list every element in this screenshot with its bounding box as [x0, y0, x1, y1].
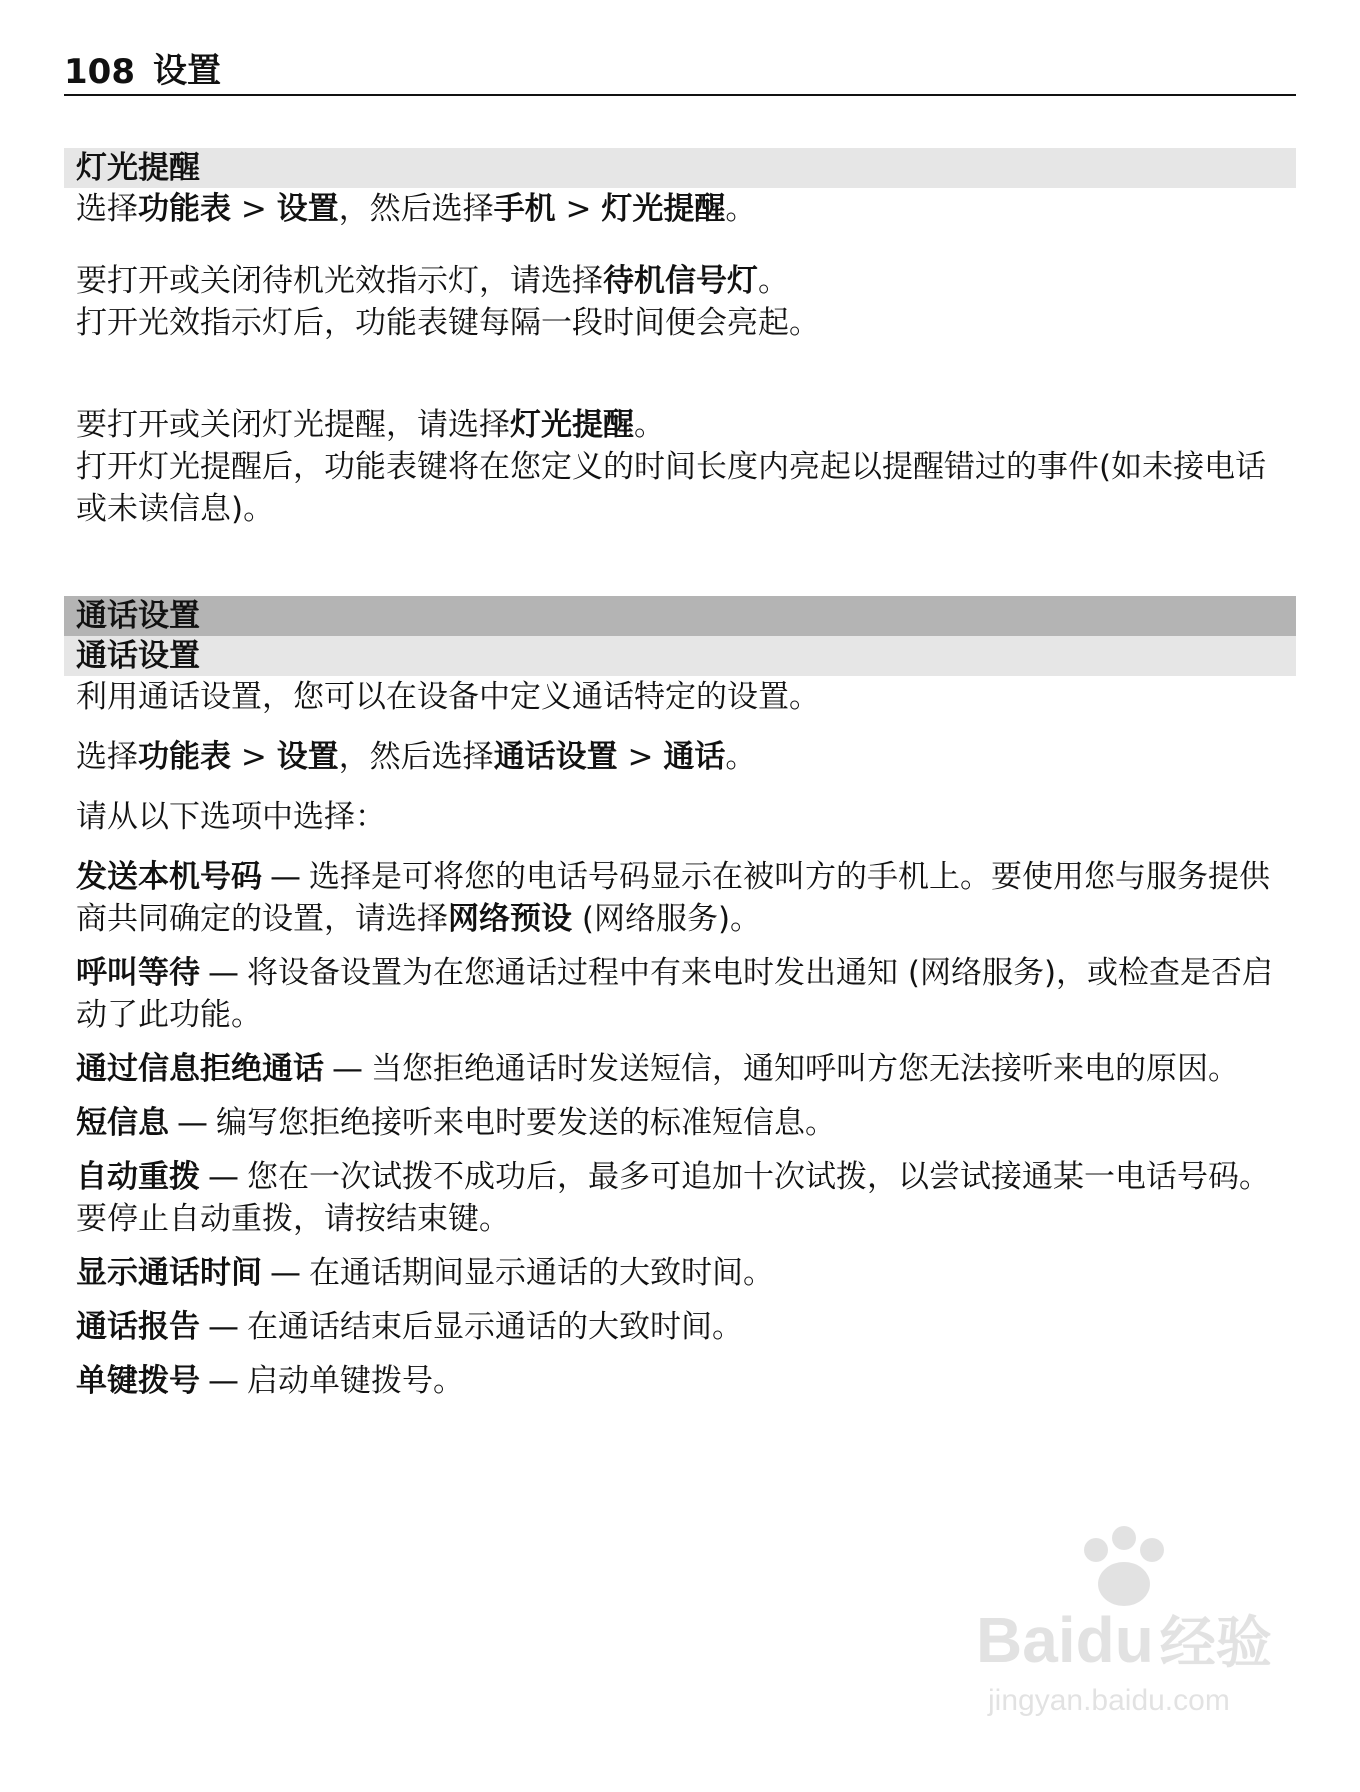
option-term: 自动重拨 — [76, 1159, 200, 1195]
page-header — [64, 40, 1296, 96]
option-term: 通过信息拒绝通话 — [76, 1051, 324, 1087]
chapter-title: 设置 — [152, 51, 221, 91]
option-term: 发送本机号码 — [76, 859, 262, 895]
em-dash: — — [270, 1255, 301, 1291]
em-dash: — — [270, 859, 301, 895]
em-dash: — — [208, 1309, 239, 1345]
call-settings-path: 选择功能表 > 设置，然后选择通话设置 > 通话。 — [76, 739, 757, 775]
em-dash: — — [208, 1159, 239, 1195]
svg-text:jingyan.baidu.com: jingyan.baidu.com — [988, 1684, 1230, 1717]
light-alert-instruction: 要打开或关闭灯光提醒，请选择灯光提醒。 — [76, 407, 665, 443]
option-term: 单键拨号 — [76, 1363, 200, 1399]
option-item: 短信息 — 编写您拒绝接听来电时要发送的标准短信息。 — [76, 1105, 836, 1141]
option-item: 通过信息拒绝通话 — 当您拒绝通话时发送短信，通知呼叫方您无法接听来电的原因。 — [76, 1051, 1239, 1087]
page-number: 108 — [64, 52, 135, 92]
standby-light-note: 打开光效指示灯后，功能表键每隔一段时间便会亮起。 — [76, 305, 820, 341]
em-dash: — — [208, 1363, 239, 1399]
option-term: 显示通话时间 — [76, 1255, 262, 1291]
section-heading-call-settings: 通话设置 — [64, 596, 1296, 636]
option-term: 通话报告 — [76, 1309, 200, 1345]
svg-text:Baidu经验: Baidu 经验 — [976, 1604, 1272, 1676]
option-item: 自动重拨 — 您在一次试拨不成功后，最多可追加十次试拨，以尝试接通某一电话号码。要停止自动重拨，请按结束键。 — [76, 1159, 1270, 1237]
document-page — [64, 40, 1296, 1414]
em-dash: — — [208, 955, 239, 991]
em-dash: — — [177, 1105, 208, 1141]
subsection-heading-call-settings: 通话设置 — [64, 636, 1296, 676]
option-item: 显示通话时间 — 在通话期间显示通话的大致时间。 — [76, 1255, 774, 1291]
standby-light-instruction: 要打开或关闭待机光效指示灯，请选择待机信号灯。 — [76, 263, 789, 299]
option-term: 呼叫等待 — [76, 955, 200, 991]
paw-icon — [1084, 1526, 1164, 1606]
choose-prompt: 请从以下选项中选择： — [76, 799, 386, 835]
option-item: 通话报告 — 在通话结束后显示通话的大致时间。 — [76, 1309, 743, 1345]
option-list — [64, 856, 1296, 1402]
baidu-watermark — [968, 1522, 1308, 1722]
em-dash: — — [332, 1051, 363, 1087]
call-settings-intro: 利用通话设置，您可以在设备中定义通话特定的设置。 — [76, 679, 820, 715]
light-alert-path: 选择功能表 > 设置，然后选择手机 > 灯光提醒。 — [76, 191, 757, 227]
option-item: 呼叫等待 — 将设备设置为在您通话过程中有来电时发出通知 (网络服务)，或检查是否启动了此功能。 — [76, 955, 1274, 1033]
option-term: 短信息 — [76, 1105, 169, 1141]
section-heading-light-alert: 灯光提醒 — [64, 148, 1296, 188]
light-alert-note: 打开灯光提醒后，功能表键将在您定义的时间长度内亮起以提醒错过的事件(如未接电话或未读信息)。 — [76, 449, 1267, 527]
option-item: 单键拨号 — 启动单键拨号。 — [76, 1363, 464, 1399]
option-item: 发送本机号码 — 选择是可将您的电话号码显示在被叫方的手机上。要使用您与服务提供商共同确定的设置，请选择网络预设 (网络服务)。 — [76, 859, 1270, 937]
